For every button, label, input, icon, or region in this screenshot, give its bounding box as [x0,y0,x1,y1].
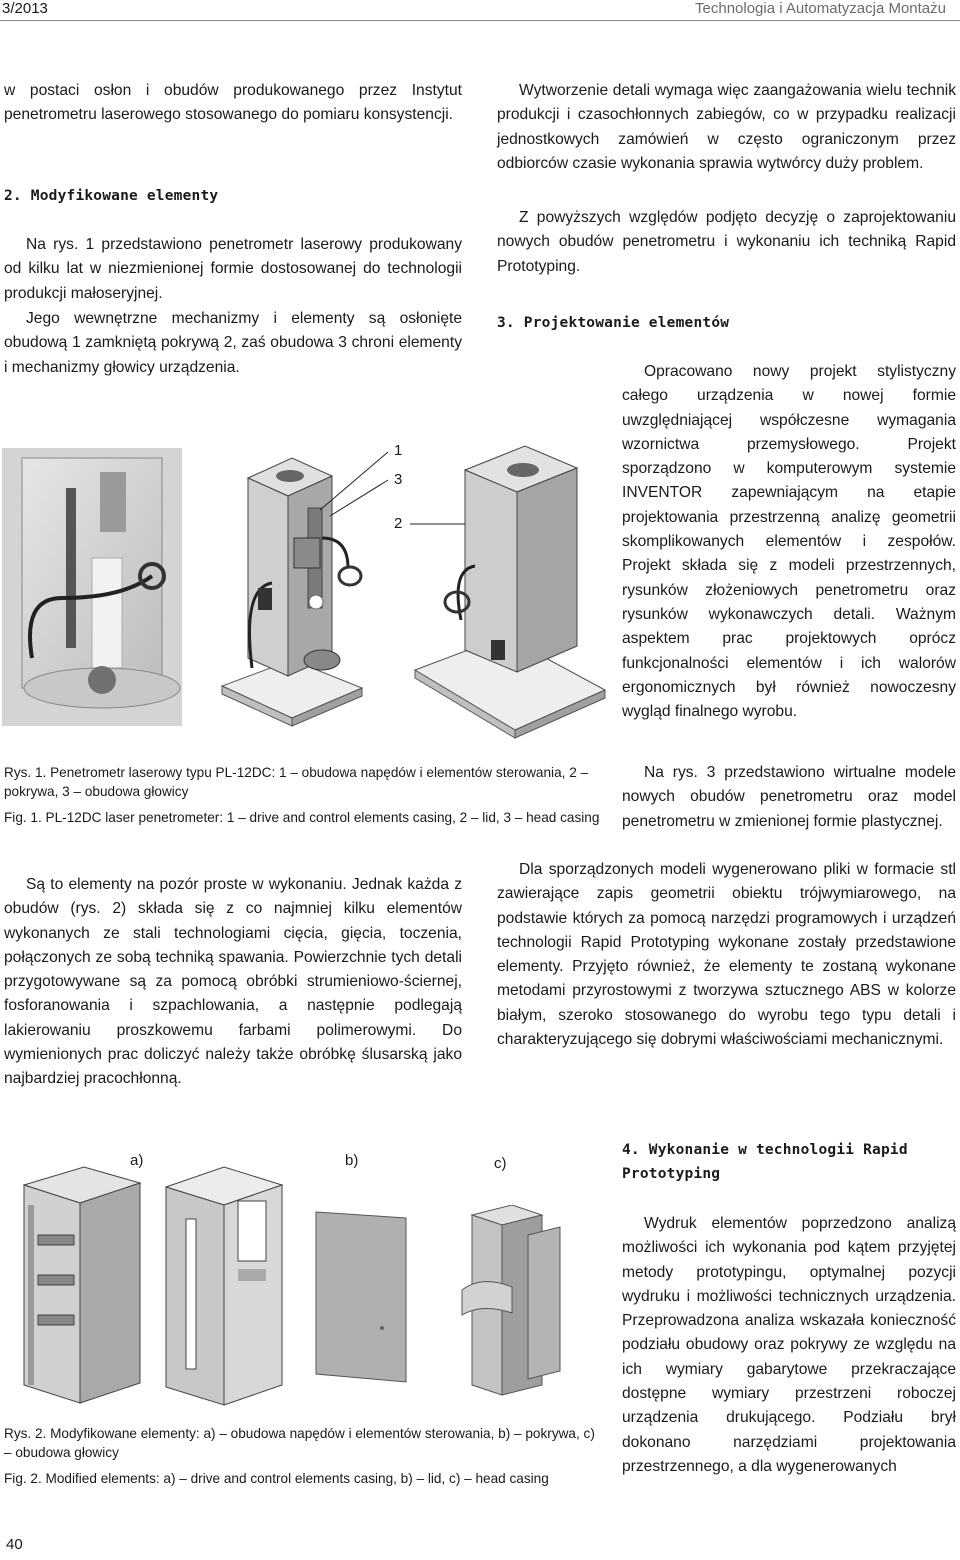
right-paragraph-1: Wytworzenie detali wymaga więc zaangażowania wielu technik produkcji i czasochłonnych zabiegów, co w przypadku realizacji jednostkowych zamówień w często ograniczonym przez odbiorców czasie wykonania sprawia wytwórcy duży problem. [497,82,956,172]
figure1-caption-en: Fig. 1. PL-12DC laser penetrometer: 1 – drive and control elements casing, 2 – lid, 3 – head casing [4,810,600,825]
right-paragraph-4: Na rys. 3 przedstawiono wirtualne modele nowych obudów penetrometru oraz model penetrometru w zmienionej formie plastycznej. [622,764,956,830]
figure2-caption-pl: Rys. 2. Modyfikowane elementy: a) – obudowa napędów i elementów sterowania, b) – pokrywa, c) – obudowa głowicy [4,1426,595,1460]
lid-panel-model [312,1208,410,1386]
figure2-label-c: c) [494,1155,507,1172]
left-paragraph-2: Na rys. 1 przedstawiono penetrometr laserowy produkowany od kilku lat w niezmienionej formie dostosowanej do technologii produkcji małoseryjnej. [4,236,462,302]
figure2-label-b: b) [345,1152,359,1169]
section-heading-4: 4. Wykonanie w technologii Rapid Prototyping [622,1142,908,1182]
right-paragraph-3: Opracowano nowy projekt stylistyczny całego urządzenia w nowej formie uwzględniającej współczesne wymagania wzornictwa przemysłowego. Projekt sporządzono w komputerowym systemie INVENTOR zapewniającym na etapie projektowania przestrzenną analizę geometrii skomplikowanych elementów i zespołów. Projekt składa się z modeli przestrzennych, rysunków złożeniowych penetrometru oraz rysunków wykonawczych detali. Ważnym aspektem prac projektowych oprócz funkcjonalności elementów i ich walorów ergonomicznych był również nowoczesny wygląd finalnego wyrobu. [622,363,956,721]
section-heading-2: 2. Modyfikowane elementy [4,188,219,204]
left-paragraph-4: Są to elementy na pozór proste w wykonaniu. Jednak każda z obudów (rys. 2) składa się z co najmniej kilku elementów wykonanych ze stali technologiami cięcia, gięcia, toczenia, połączonych ze sobą techniką spawania. Powierzchnie tych detali przygotowywane są za pomocą obróbki strumieniowo-ściernej, fosforanowania i szpachlowania, a następnie podlegają lakierowaniu proszkowemu farbami polimerowymi. Do wymienionych prac doliczyć należy także obróbkę ślusarską jako najbardziej pracochłonną. [4,876,462,1088]
casing-frame-model [14,1165,149,1405]
figure2-label-a: a) [130,1152,144,1169]
page-number: 40 [6,1536,23,1553]
right-paragraph-5: Dla sporządzonych modeli wygenerowano pliki w formacie stl zawierające zapis geometrii obiektu trójwymiarowego, na podstawie których za pomocą narzędzi programowych i urządzeń technologii Rapid Prototyping wykonane zostały przedstawione elementy. Przyjęto również, że elementy te zostaną wykonane metodami przyrostowymi z tworzywa sztucznego ABS w kolorze białym, szeroko stosowanego do wyrobu tego typu detali i charakteryzującego się dobrymi właściwościami mechanicznymi. [497,861,956,1049]
figure1-caption-pl: Rys. 1. Penetrometr laserowy typu PL-12DC: 1 – obudowa napędów i elementów sterowania, 2 – pokrywa, 3 – obudowa głowicy [4,765,589,799]
callout-2: 2 [394,515,403,532]
callout-1: 1 [394,442,403,459]
journal-title: Technologia i Automatyzacja Montażu [695,0,946,17]
photo-penetrometer [2,448,182,726]
head-casing-model [452,1205,577,1405]
left-paragraph-1: w postaci osłon i obudów produkowanego przez Instytut penetrometru laserowego stosowanego do pomiaru konsystencji. [4,82,462,124]
cad-model-rear [405,440,610,740]
page-header [0,0,960,21]
right-paragraph-6: Wydruk elementów poprzedzono analizą możliwości ich wykonania pod kątem przyjętej metody prototypingu, optymalnej pozycji wydruku i możliwości technicznych urządzenia. Przeprowadzona analiza wskazała konieczność podziału obudowy oraz pokrywy ze względu na ich wymiary gabarytowe przekraczające dostępne wymiary przestrzeni roboczej urządzenia drukującego. Podziału brył dokonano narzędziami projektowania przestrzennego, a dla wygenerowanych [622,1215,956,1475]
left-paragraph-3: Jego wewnętrzne mechanizmy i elementy są osłonięte obudową 1 zamkniętą pokrywą 2, zaś obudowa 3 chroni elementy i mechanizmy głowicy urządzenia. [4,310,462,376]
section-heading-3: 3. Projektowanie elementów [497,315,730,331]
figure2-caption-en: Fig. 2. Modified elements: a) – drive and control elements casing, b) – lid, c) – head casing [4,1471,549,1486]
casing-front-model [158,1165,290,1407]
issue-number: 3/2013 [2,0,48,17]
callout-3: 3 [394,471,403,488]
right-paragraph-2: Z powyższych względów podjęto decyzję o zaprojektowaniu nowych obudów penetrometru i wykonaniu ich techniką Rapid Prototyping. [497,209,956,275]
